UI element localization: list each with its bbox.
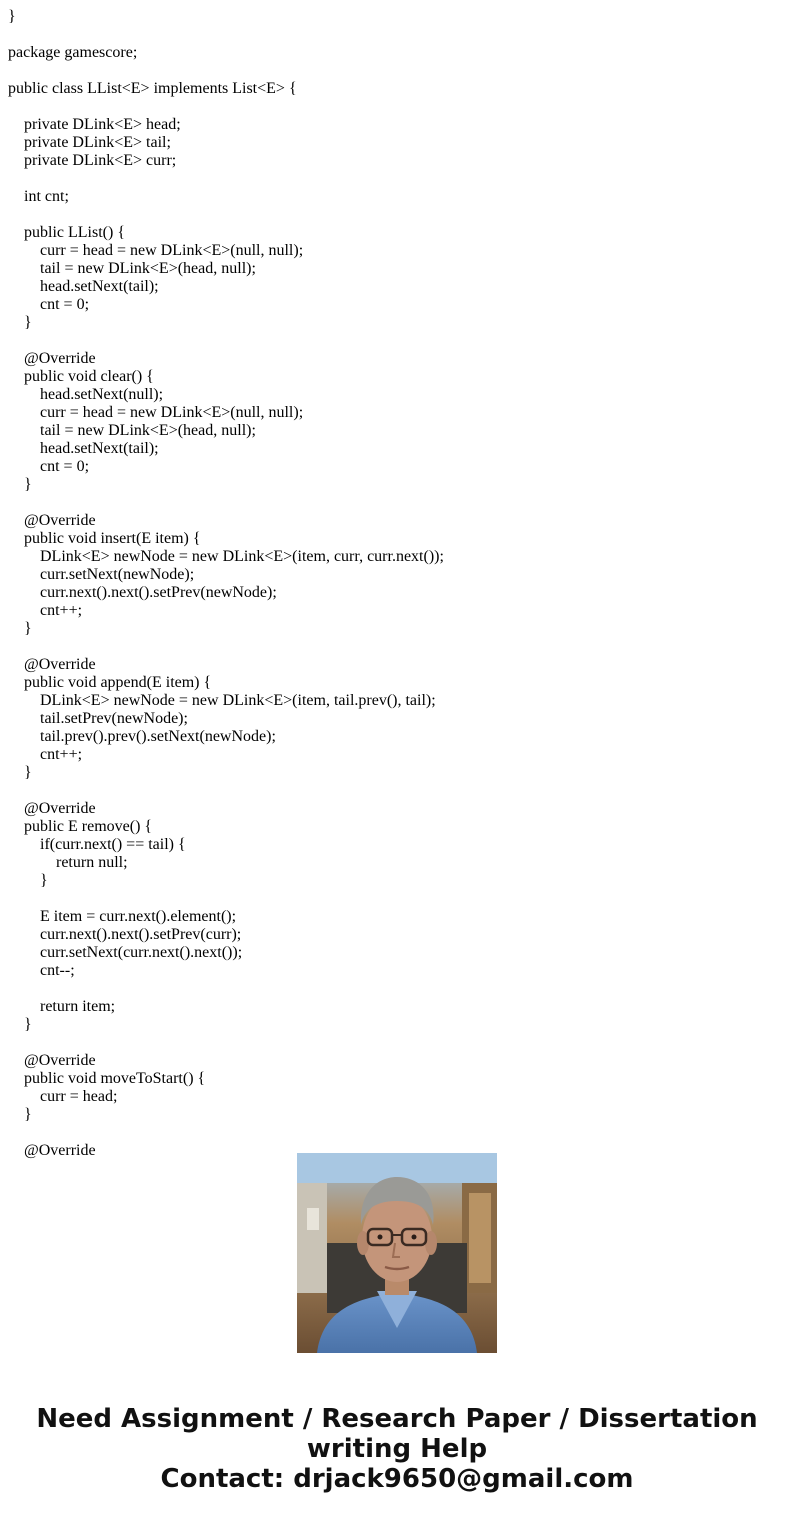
code-line: package gamescore; (8, 44, 138, 61)
code-line: cnt++; (8, 602, 83, 619)
code-line (8, 890, 444, 908)
author-photo (297, 1153, 497, 1353)
code-line (8, 170, 444, 188)
code-line: curr = head = new DLink<E>(null, null); (8, 404, 304, 421)
code-line (8, 62, 444, 80)
code-line: return item; (8, 998, 116, 1015)
code-line: cnt = 0; (8, 296, 90, 313)
code-line: private DLink<E> tail; (8, 134, 171, 151)
avatar (297, 1153, 497, 1353)
code-line: cnt = 0; (8, 458, 90, 475)
code-line: public void insert(E item) { (8, 530, 201, 547)
code-line: curr.setNext(curr.next().next()); (8, 944, 243, 961)
code-line: head.setNext(tail); (8, 278, 159, 295)
code-line: cnt--; (8, 962, 75, 979)
code-line: tail = new DLink<E>(head, null); (8, 422, 256, 439)
code-line: public void moveToStart() { (8, 1070, 206, 1087)
code-line: } (8, 314, 32, 331)
code-line (8, 332, 444, 350)
code-line (8, 1034, 444, 1052)
code-line (8, 1124, 444, 1142)
code-line: public E remove() { (8, 818, 153, 835)
code-line: curr = head; (8, 1088, 118, 1105)
code-line: @Override (8, 1052, 96, 1069)
code-block (8, 0, 444, 1160)
code-line: DLink<E> newNode = new DLink<E>(item, curr, curr.next()); (8, 548, 444, 565)
code-line: tail.setPrev(newNode); (8, 710, 188, 727)
banner-line-2: writing Help (306, 1434, 488, 1464)
code-line: if(curr.next() == tail) { (8, 836, 186, 853)
code-line: } (8, 1016, 32, 1033)
code-line: E item = curr.next().element(); (8, 908, 237, 925)
code-line: private DLink<E> curr; (8, 152, 177, 169)
code-line: } (8, 620, 32, 637)
code-line (8, 98, 444, 116)
banner-contact-line[interactable]: Contact: drjack9650@gmail.com (160, 1464, 634, 1494)
code-line: } (8, 764, 32, 781)
code-line (8, 206, 444, 224)
code-line: public void clear() { (8, 368, 154, 385)
code-line: head.setNext(tail); (8, 440, 159, 457)
code-line: @Override (8, 512, 96, 529)
code-line: curr.next().next().setPrev(newNode); (8, 584, 277, 601)
code-line: @Override (8, 800, 96, 817)
code-line: curr.setNext(newNode); (8, 566, 195, 583)
code-line: } (8, 872, 48, 889)
code-line: } (8, 476, 32, 493)
code-line: cnt++; (8, 746, 83, 763)
contact-banner (0, 1404, 794, 1494)
code-line: @Override (8, 656, 96, 673)
code-line: @Override (8, 350, 96, 367)
code-line (8, 26, 444, 44)
code-line: return null; (8, 854, 128, 871)
code-line: int cnt; (8, 188, 69, 205)
code-line: private DLink<E> head; (8, 116, 181, 133)
code-line: curr.next().next().setPrev(curr); (8, 926, 242, 943)
code-line: head.setNext(null); (8, 386, 164, 403)
code-line: curr = head = new DLink<E>(null, null); (8, 242, 304, 259)
code-line: } (8, 1106, 32, 1123)
code-line (8, 638, 444, 656)
code-line: } (8, 8, 16, 25)
banner-line-1: Need Assignment / Research Paper / Dissertation (36, 1404, 758, 1434)
code-line: @Override (8, 1142, 96, 1159)
code-line (8, 782, 444, 800)
code-line: public void append(E item) { (8, 674, 212, 691)
code-line: tail = new DLink<E>(head, null); (8, 260, 256, 277)
code-line (8, 494, 444, 512)
code-line: tail.prev().prev().setNext(newNode); (8, 728, 276, 745)
code-line: public class LList<E> implements List<E> { (8, 80, 297, 97)
code-line (8, 980, 444, 998)
code-line: public LList() { (8, 224, 125, 241)
code-line (8, 0, 444, 8)
code-line: DLink<E> newNode = new DLink<E>(item, tail.prev(), tail); (8, 692, 436, 709)
